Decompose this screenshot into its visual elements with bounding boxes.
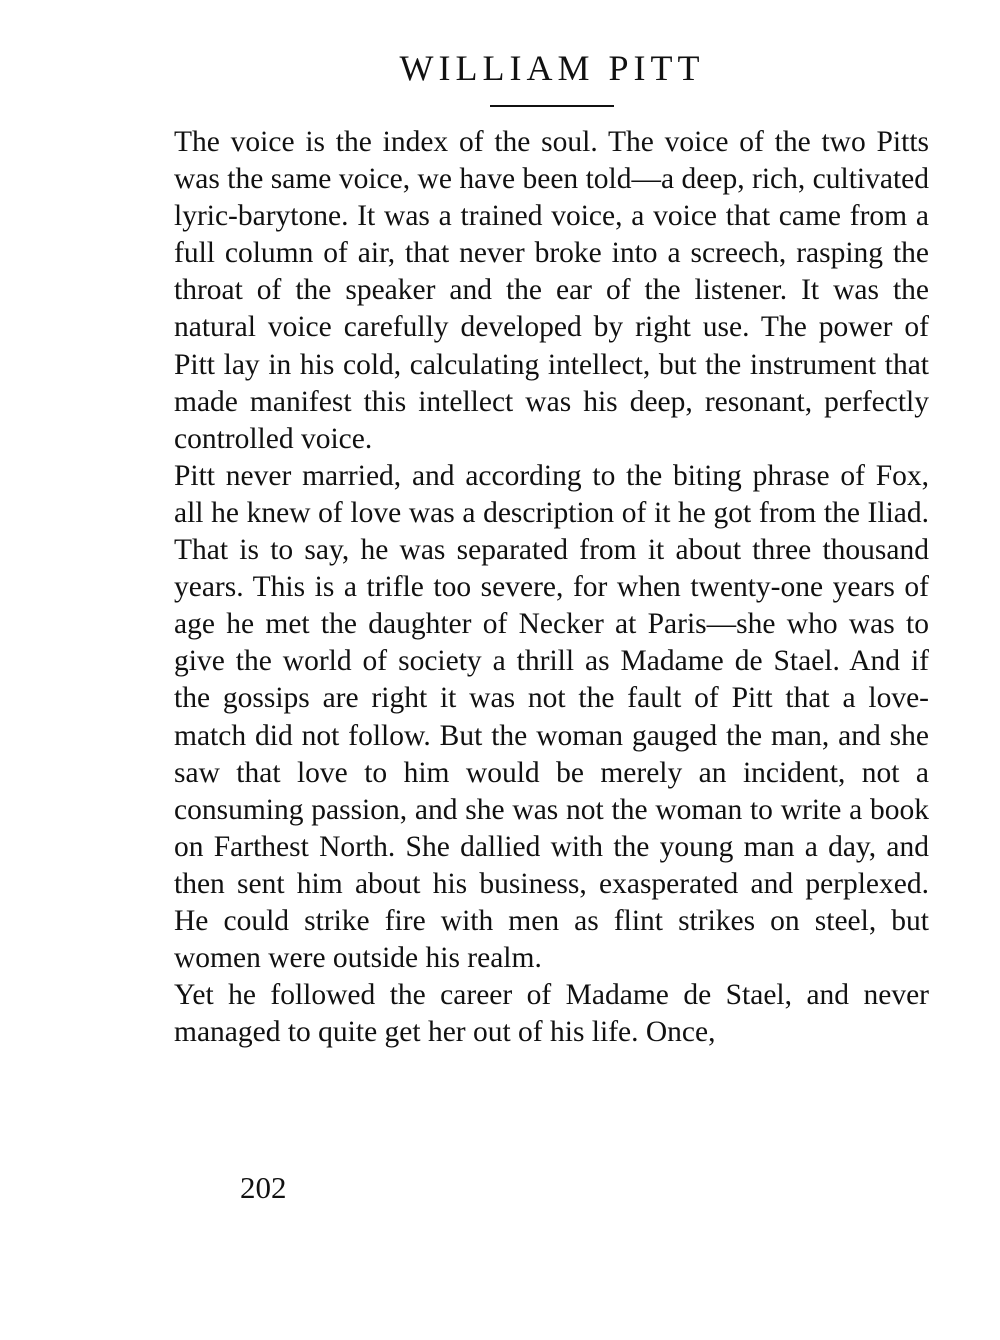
paragraph-3: Yet he followed the career of Madame de Stael, and never managed to quite get her out of his life. Once,	[174, 979, 929, 1049]
body-text	[174, 124, 929, 1051]
page-number: 202	[240, 1170, 287, 1205]
head-rule	[490, 105, 614, 107]
paragraph-1: The voice is the index of the soul. The voice of the two Pitts was the same voice, we have been told—a deep, rich, cultivated lyric-barytone. It was a trained voice, a voice that came from a full column of air, that never broke into a screech, rasping the throat of the speaker and the ear of the listener. It was the natural voice carefully developed by right use. The power of Pitt lay in his cold, calculating intellect, but the instrument that made manifest this intellect was his deep, resonant, perfectly controlled voice.	[174, 126, 929, 455]
paragraph-2: Pitt never married, and according to the biting phrase of Fox, all he knew of love was a description of it he got from the Iliad. That is to say, he was separated from it about three thousand years. This is a trifle too severe, for when twenty-one years of age he met the daughter of Necker at Paris—she who was to give the world of society a thrill as Madame de Stael. And if the gossips are right it was not the fault of Pitt that a love-match did not follow. But the woman gauged the man, and she saw that love to him would be merely an incident, not a consuming passion, and she was not the woman to write a book on Farthest North. She dallied with the young man a day, and then sent him about his business, exasperated and perplexed. He could strike fire with men as flint strikes on steel, but women were outside his realm.	[174, 459, 929, 975]
running-head: WILLIAM PITT	[399, 48, 705, 88]
